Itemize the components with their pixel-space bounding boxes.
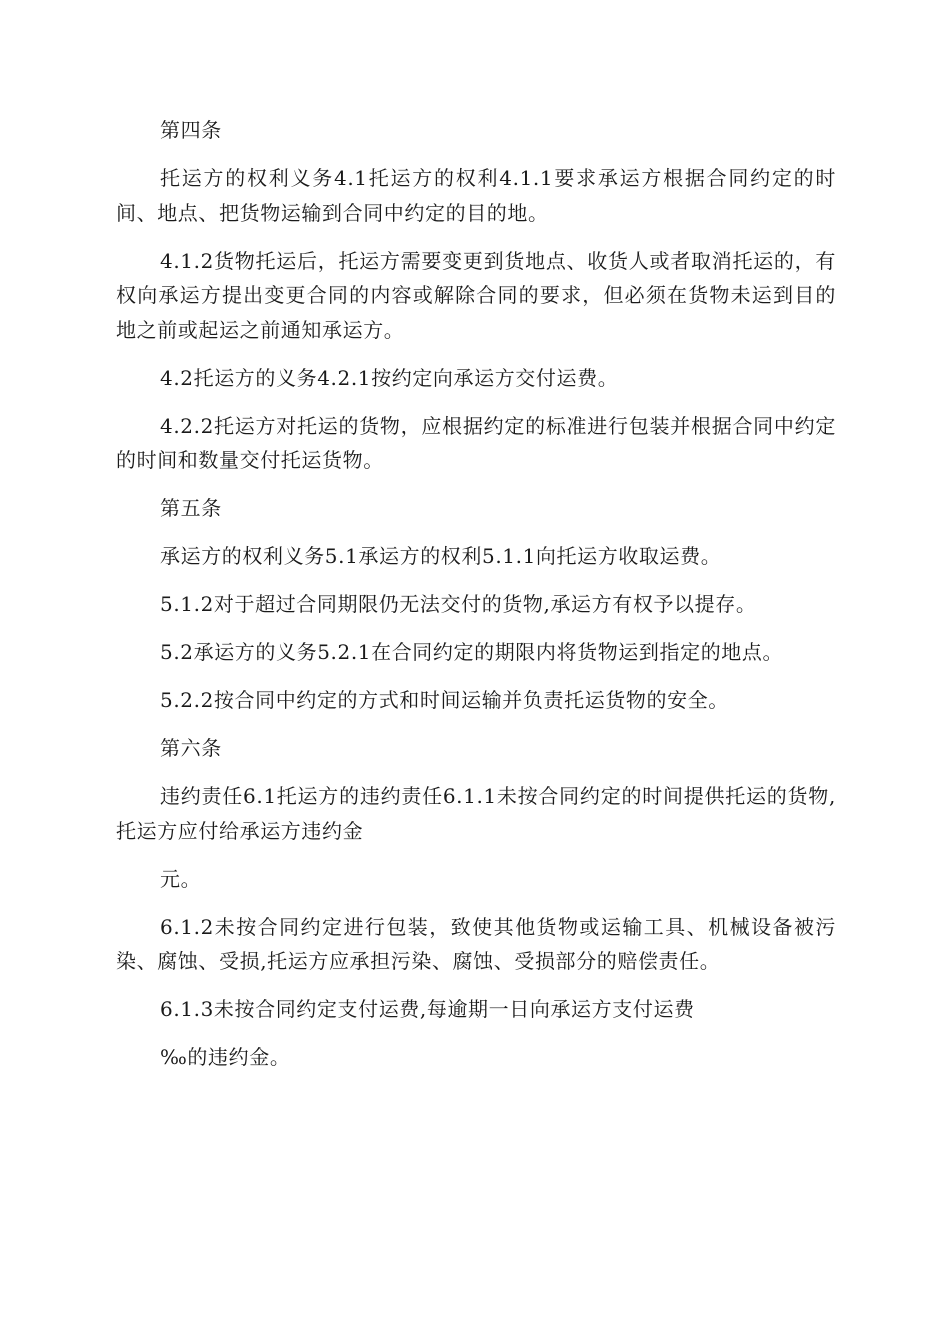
paragraph: 违约责任6.1托运方的违约责任6.1.1未按合同约定的时间提供托运的货物,托运方应付给承运方违约金 bbox=[116, 784, 836, 843]
article-heading-6: 第六条 bbox=[160, 736, 222, 760]
document-body bbox=[116, 113, 836, 1088]
paragraph: 托运方的权利义务4.1托运方的权利4.1.1要求承运方根据合同约定的时间、地点、把货物运输到合同中约定的目的地。 bbox=[116, 166, 836, 225]
paragraph: 6.1.2未按合同约定进行包装，致使其他货物或运输工具、机械设备被污染、腐蚀、受损,托运方应承担污染、腐蚀、受损部分的赔偿责任。 bbox=[116, 914, 836, 973]
paragraph: 4.1.2货物托运后，托运方需要变更到货地点、收货人或者取消托运的，有权向承运方提出变更合同的内容或解除合同的要求，但必须在货物未运到目的地之前或起运之前通知承运方。 bbox=[116, 248, 836, 342]
paragraph: 4.2.2托运方对托运的货物，应根据约定的标准进行包装并根据合同中约定的时间和数量交付托运货物。 bbox=[116, 413, 836, 472]
paragraph: 6.1.3未按合同约定支付运费,每逾期一日向承运方支付运费 bbox=[160, 997, 695, 1021]
paragraph: 元。 bbox=[160, 866, 202, 891]
paragraph: 承运方的权利义务5.1承运方的权利5.1.1向托运方收取运费。 bbox=[160, 544, 722, 568]
paragraph: 4.2托运方的义务4.2.1按约定向承运方交付运费。 bbox=[160, 365, 619, 390]
paragraph: ‰的违约金。 bbox=[160, 1045, 291, 1069]
paragraph: 5.2.2按合同中约定的方式和时间运输并负责托运货物的安全。 bbox=[160, 688, 729, 712]
article-heading-5: 第五条 bbox=[160, 496, 222, 520]
paragraph: 5.1.2对于超过合同期限仍无法交付的货物,承运方有权予以提存。 bbox=[160, 592, 757, 616]
article-heading-4: 第四条 bbox=[160, 118, 222, 142]
paragraph: 5.2承运方的义务5.2.1在合同约定的期限内将货物运到指定的地点。 bbox=[160, 640, 784, 664]
